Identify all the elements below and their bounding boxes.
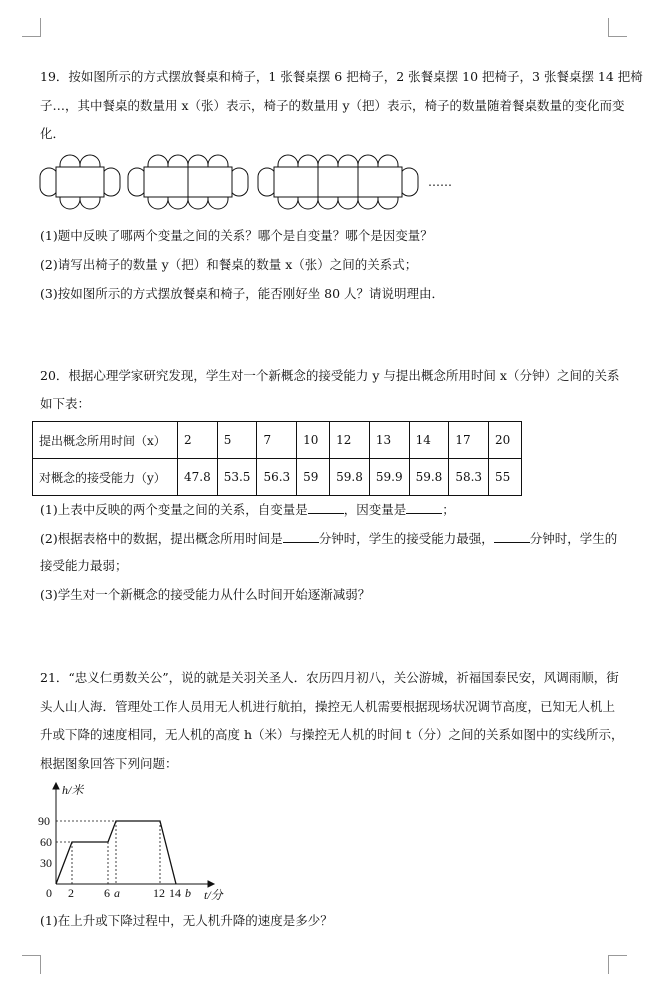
table-row-ability xyxy=(33,459,522,496)
y-axis-label: h/米 xyxy=(62,783,84,797)
y-axis-arrow-icon xyxy=(53,783,59,789)
x-tick-label: 2 xyxy=(68,886,74,900)
table-cell-y: 47.8 xyxy=(178,459,218,496)
x-tick-label: 12 xyxy=(153,886,165,900)
table-cell-x: 12 xyxy=(330,422,370,459)
table-cell-x: 5 xyxy=(217,422,257,459)
x-tick-label: 6 xyxy=(104,886,110,900)
two-tables-arrangement xyxy=(128,155,248,209)
q19-text-line-3: 化． xyxy=(40,126,66,141)
q20-part-3: (3)学生对一个新概念的接受能力从什么时间开始逐渐减弱？ xyxy=(40,587,371,602)
answer-blank[interactable] xyxy=(283,530,319,543)
q20-part-1-text-a: (1)上表中反映的两个变量之间的关系，自变量是 xyxy=(40,502,308,517)
q19-part-2: (2)请写出椅子的数量 y（把）和餐桌的数量 x（张）之间的关系式； xyxy=(40,257,418,272)
q19-part-1: (1)题中反映了哪两个变量之间的关系？哪个是自变量？哪个是因变量？ xyxy=(40,228,433,243)
table-cell-x: 17 xyxy=(449,422,489,459)
table-row-time xyxy=(33,422,522,459)
q20-text-line-2: 如下表： xyxy=(40,396,91,411)
table-cell-y: 56.3 xyxy=(257,459,297,496)
answer-blank[interactable] xyxy=(308,501,344,514)
q19-tables-chairs-figure xyxy=(38,150,468,214)
y-tick-label: 30 xyxy=(40,856,52,870)
table-cell-y: 59.8 xyxy=(330,459,370,496)
q20-part-2-text-c: 分钟时，学生的 xyxy=(529,531,618,546)
table-cell-y: 59.8 xyxy=(409,459,449,496)
q20-part-1-text-c: ； xyxy=(442,502,455,517)
table-cell-y: 59 xyxy=(297,459,330,496)
corner-mark-top-left xyxy=(22,18,41,37)
corner-mark-top-right xyxy=(608,18,627,37)
q20-part-1-text-b: ，因变量是 xyxy=(343,502,407,517)
origin-label: 0 xyxy=(46,886,52,900)
table-cell-x: 14 xyxy=(409,422,449,459)
three-tables-arrangement xyxy=(258,155,418,209)
table-cell-x: 13 xyxy=(369,422,409,459)
table-row-label-time: 提出概念所用时间（x） xyxy=(33,422,178,459)
corner-mark-bottom-right xyxy=(608,955,627,974)
table-cell-x: 2 xyxy=(178,422,218,459)
q20-part-2-text-b: 分钟时，学生的接受能力最强， xyxy=(318,531,494,546)
table-cell-x: 7 xyxy=(257,422,297,459)
q20-part-2-text-a: (2)根据表格中的数据，提出概念所用时间是 xyxy=(40,531,283,546)
q21-text-line-2: 头人山人海．管理处工作人员用无人机进行航拍，操控无人机需要根据现场状况调节高度，已知无人机上 xyxy=(40,699,616,714)
q20-part-2-line-2: 接受能力最弱； xyxy=(40,558,128,573)
q21-height-time-graph xyxy=(38,780,238,900)
q21-text-line-3: 升或下降的速度相同，无人机的高度 h（米）与操控无人机的时间 t（分）之间的关系如图中的实线所示， xyxy=(40,727,624,742)
q20-part-2 xyxy=(40,530,619,547)
x-tick-label: 14 xyxy=(169,886,181,900)
q20-data-table xyxy=(32,421,522,496)
q19-text-line-1: 19．按如图所示的方式摆放餐桌和椅子，1 张餐桌摆 6 把椅子，2 张餐桌摆 10 把椅子，3 张餐桌摆 14 把椅 xyxy=(40,69,643,84)
q21-part-1: (1)在上升或下降过程中，无人机升降的速度是多少？ xyxy=(40,913,333,928)
q20-text-line-1: 20．根据心理学家研究发现，学生对一个新概念的接受能力 y 与提出概念所用时间 x（分钟）之间的关系 xyxy=(40,368,620,383)
x-tick-label: a xyxy=(114,886,120,900)
q21-text-line-1: 21．“忠义仁勇数关公”，说的就是关羽关圣人．农历四月初八，关公游城，祈福国泰民安，风调雨顺，街 xyxy=(40,670,619,685)
table-cell-y: 58.3 xyxy=(449,459,489,496)
q19-part-3: (3)按如图所示的方式摆放餐桌和椅子，能否刚好坐 80 人？请说明理由． xyxy=(40,286,445,301)
x-axis-label: t/分 xyxy=(204,888,223,900)
y-tick-label: 90 xyxy=(38,814,50,828)
q19-ellipsis: …… xyxy=(428,175,452,189)
corner-mark-bottom-left xyxy=(22,955,41,974)
table-cell-x: 10 xyxy=(297,422,330,459)
table-row-label-ability: 对概念的接受能力（y） xyxy=(33,459,178,496)
table-cell-y: 53.5 xyxy=(217,459,257,496)
answer-blank[interactable] xyxy=(406,501,442,514)
x-axis-arrow-icon xyxy=(208,881,214,887)
x-tick-label: b xyxy=(185,886,191,900)
q19-text-line-2: 子…，其中餐桌的数量用 x（张）表示，椅子的数量用 y（把）表示，椅子的数量随着餐桌数量的变化而变 xyxy=(40,98,625,113)
q20-part-1 xyxy=(40,501,619,518)
one-table-arrangement xyxy=(40,155,120,209)
table-cell-x: 20 xyxy=(489,422,522,459)
guide-lines xyxy=(56,821,160,884)
table-cell-y: 59.9 xyxy=(369,459,409,496)
y-tick-label: 60 xyxy=(40,835,52,849)
q21-text-line-4: 根据图象回答下列问题： xyxy=(40,756,178,771)
table-cell-y: 55 xyxy=(489,459,522,496)
answer-blank[interactable] xyxy=(494,530,530,543)
